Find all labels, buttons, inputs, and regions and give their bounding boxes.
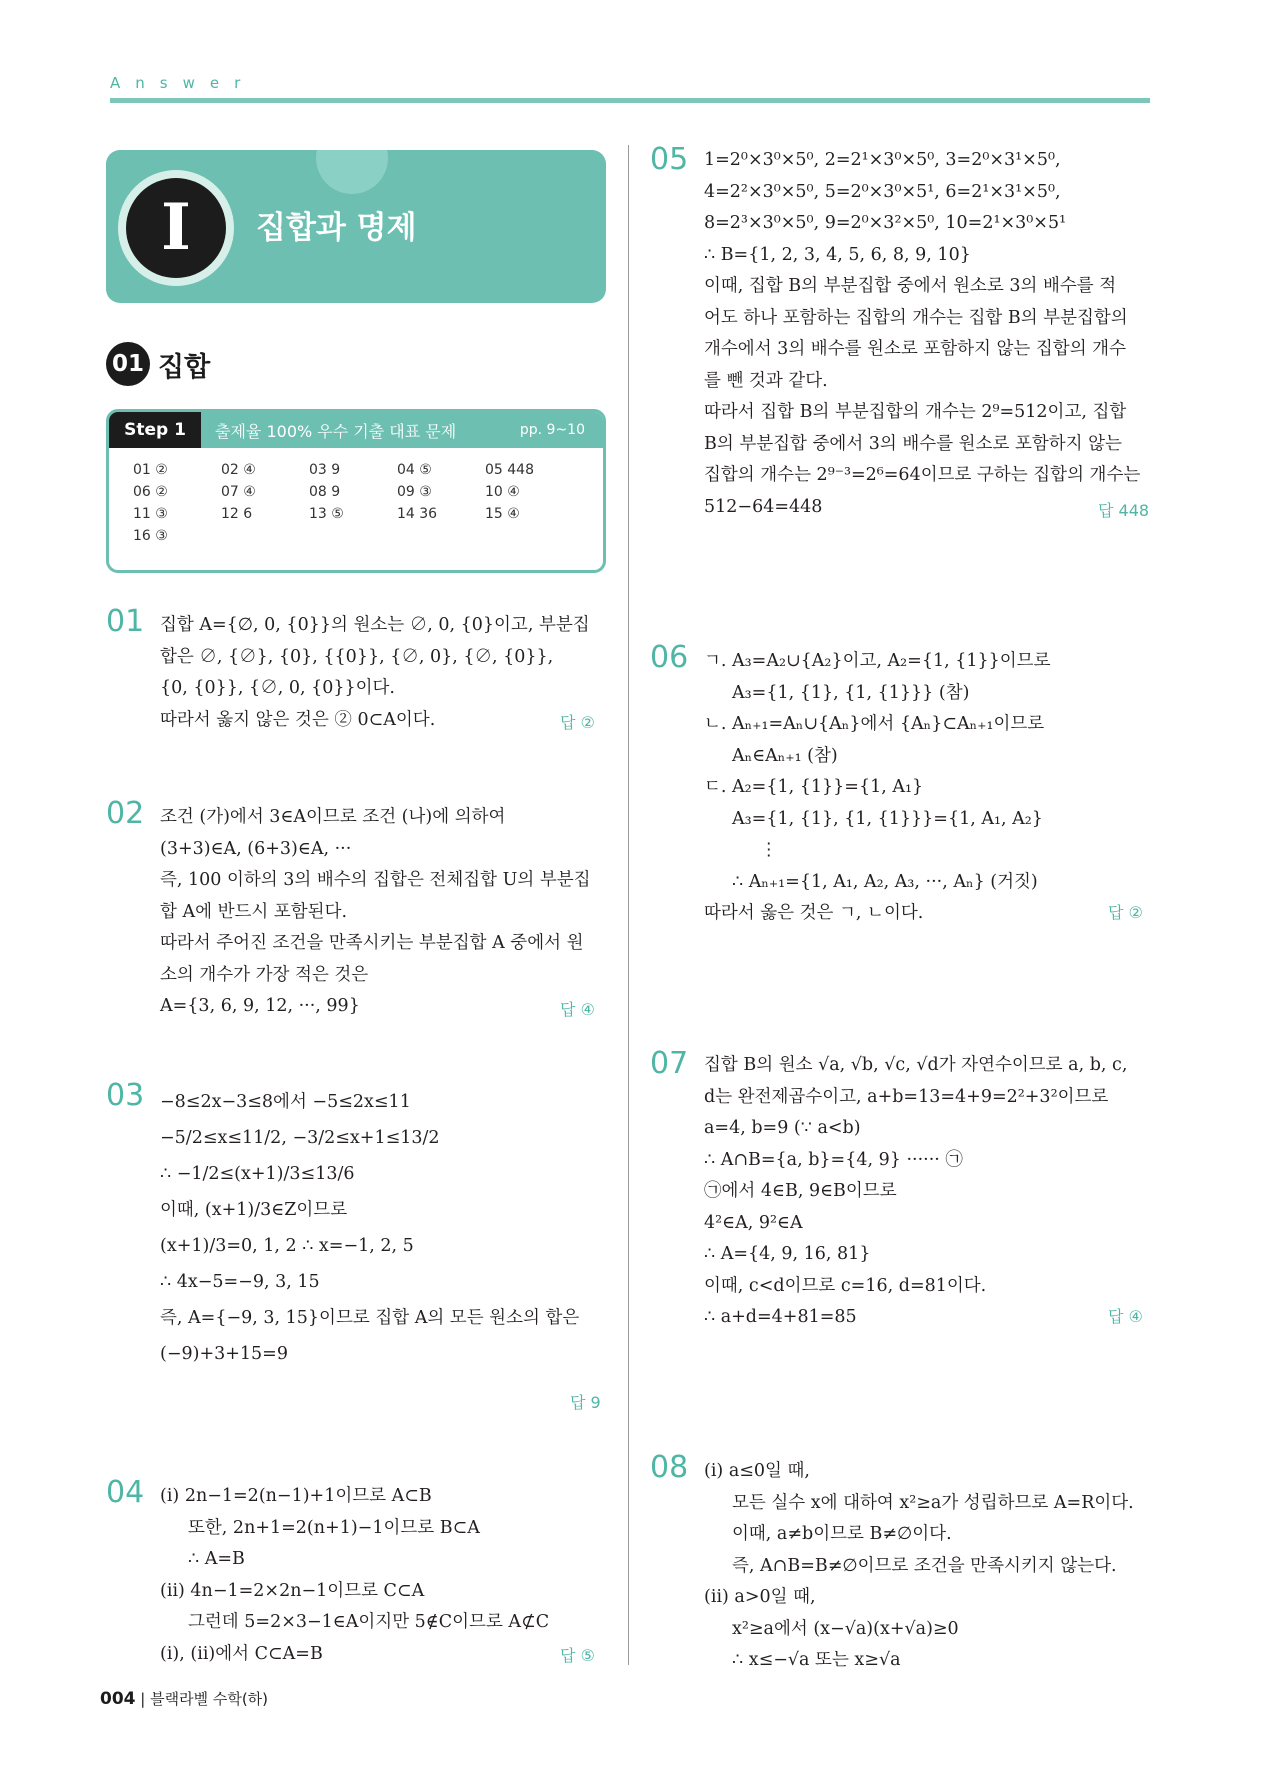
- step-description: 출제율 100% 우수 기출 대표 문제: [215, 421, 457, 441]
- solution-line: 이때, c<d이므로 c=16, d=81이다.: [704, 1275, 987, 1296]
- solution-line: (ⅰ) 2n−1=2(n−1)+1이므로 A⊂B: [160, 1486, 432, 1506]
- page-number: 004: [100, 1689, 136, 1709]
- problem-number: 05: [650, 142, 689, 177]
- solution-line: B의 부분집합 중에서 3의 배수를 원소로 포함하지 않는: [704, 433, 1122, 454]
- solution-line: ㄱ. A₃=A₂∪{A₂}이고, A₂={1, {1}}이므로: [704, 651, 1051, 671]
- answer-item: 02 ④: [221, 462, 256, 478]
- problem-solution: [160, 802, 591, 1023]
- book-title: 블랙라벨 수학(하): [150, 1690, 269, 1708]
- solution-line: 그런데 5=2×3−1∈A이지만 5∉C이므로 A⊄C: [188, 1612, 550, 1632]
- solution-line: −8≤2x−3≤8에서 −5≤2x≤11: [160, 1092, 411, 1112]
- answer-label: 답 ④: [1108, 1307, 1143, 1326]
- section-heading: [106, 340, 210, 388]
- solution-line: Aₙ∈Aₙ₊₁ (참): [732, 745, 838, 766]
- solution-line: (−9)+3+15=9: [160, 1344, 288, 1364]
- solution-line: 1=2⁰×3⁰×5⁰, 2=2¹×3⁰×5⁰, 3=2⁰×3¹×5⁰,: [704, 150, 1061, 170]
- solution-line: ∴ a+d=4+81=85: [704, 1307, 857, 1327]
- answer-item: 06 ②: [133, 484, 168, 500]
- step-box: [106, 409, 606, 573]
- column-divider: [628, 145, 629, 1665]
- solution-line: x²≥a에서 (x−√a)(x+√a)≥0: [732, 1618, 959, 1639]
- solution-line: 8=2³×3⁰×5⁰, 9=2⁰×3²×5⁰, 10=2¹×3⁰×5¹: [704, 213, 1067, 233]
- solution-line: d는 완전제곱수이고, a+b=13=4+9=2²+3²이므로: [704, 1086, 1109, 1107]
- answer-label: 답 ④: [560, 1000, 595, 1019]
- footer-separator: |: [140, 1690, 151, 1708]
- solution-line: a=4, b=9 (∵ a<b): [704, 1118, 861, 1138]
- solution-line: 조건 (가)에서 3∈A이므로 조건 (나)에 의하여: [160, 807, 506, 827]
- problem-number: 01: [106, 604, 145, 639]
- solution-line: 이때, 집합 B의 부분집합 중에서 원소로 3의 배수를 적: [704, 276, 1117, 296]
- solution-line: 4²∈A, 9²∈A: [704, 1212, 803, 1233]
- answer-item: 01 ②: [133, 462, 168, 478]
- problem-solution: [704, 1456, 1134, 1677]
- solution-line: ㉠에서 4∈B, 9∈B이므로: [704, 1181, 897, 1201]
- answer-item: 13 ⑤: [309, 506, 344, 522]
- problem-solution: [704, 646, 1050, 930]
- header-label: Answer: [110, 74, 256, 92]
- solution-line: 또한, 2n+1=2(n+1)−1이므로 B⊂A: [188, 1517, 480, 1538]
- answer-item: 09 ③: [397, 484, 432, 500]
- solution-line: (x+1)/3=0, 1, 2 ∴ x=−1, 2, 5: [160, 1236, 414, 1256]
- answer-item: 12 6: [221, 506, 253, 522]
- answer-label: 답 ②: [560, 713, 595, 732]
- solution-line: ∴ Aₙ₊₁={1, A₁, A₂, A₃, ···, Aₙ} (거짓): [732, 871, 1038, 892]
- solution-line: (ⅱ) a>0일 때,: [704, 1587, 816, 1607]
- solution-line: 따라서 옳은 것은 ㄱ, ㄴ이다.: [704, 903, 924, 923]
- solution-line: 따라서 집합 B의 부분집합의 개수는 2⁹=512이고, 집합: [704, 402, 1127, 422]
- solution-line: 개수에서 3의 배수를 원소로 포함하지 않는 집합의 개수: [704, 339, 1126, 359]
- problem-solution: [160, 1084, 579, 1372]
- answer-item: 08 9: [309, 484, 341, 500]
- solution-line: 모든 실수 x에 대하여 x²≥a가 성립하므로 A=R이다.: [732, 1492, 1134, 1513]
- banner-decoration: [316, 150, 388, 194]
- chapter-numeral: I: [126, 178, 226, 278]
- solution-line: ∴ x≤−√a 또는 x≥√a: [732, 1650, 901, 1670]
- answer-item: 14 36: [397, 506, 438, 522]
- problem-solution: [160, 610, 590, 736]
- solution-line: 이때, (x+1)/3∈Z이므로: [160, 1200, 348, 1220]
- solution-line: {0, {0}}, {∅, 0, {0}}이다.: [160, 678, 395, 698]
- solution-line: (ⅰ), (ⅱ)에서 C⊂A=B: [160, 1643, 323, 1664]
- solution-line: ∴ A=B: [188, 1549, 245, 1569]
- solution-line: 합 A에 반드시 포함된다.: [160, 901, 348, 922]
- header-rule: [110, 98, 1150, 103]
- solution-line: (3+3)∈A, (6+3)∈A, ···: [160, 838, 352, 859]
- solution-line: 즉, A={−9, 3, 15}이므로 집합 A의 모든 원소의 합은: [160, 1308, 580, 1328]
- answer-item: 05 448: [485, 462, 534, 478]
- step-pages: pp. 9~10: [519, 422, 585, 438]
- section-title: 집합: [158, 351, 211, 383]
- solution-line: ∴ 4x−5=−9, 3, 15: [160, 1272, 320, 1292]
- solution-line: 어도 하나 포함하는 집합의 개수는 집합 B의 부분집합의: [704, 307, 1128, 328]
- solution-line: ∴ A={4, 9, 16, 81}: [704, 1244, 871, 1264]
- answer-label: 답 ②: [1108, 903, 1143, 922]
- page-footer: [100, 1688, 268, 1709]
- solution-line: (ⅱ) 4n−1=2×2n−1이므로 C⊂A: [160, 1580, 425, 1601]
- answer-label: 답 448: [1098, 501, 1150, 520]
- step-bar: [109, 412, 603, 448]
- answer-grid: [133, 462, 573, 544]
- solution-line: 이때, a≠b이므로 B≠∅이다.: [732, 1524, 952, 1544]
- solution-line: 따라서 옳지 않은 것은 ② 0⊂A이다.: [160, 709, 436, 730]
- solution-line: 를 뺀 것과 같다.: [704, 370, 828, 391]
- solution-line: 512−64=448: [704, 496, 823, 517]
- solution-line: ㄷ. A₂={1, {1}}={1, A₁}: [704, 777, 924, 797]
- answer-label: 답 ⑤: [560, 1646, 595, 1665]
- solution-line: ∴ A∩B={a, b}={4, 9} ······ ㉠: [704, 1149, 963, 1170]
- solution-line: 집합 A={∅, 0, {0}}의 원소는 ∅, 0, {0}이고, 부분집: [160, 615, 590, 635]
- problem-number: 08: [650, 1450, 689, 1485]
- solution-line: −5/2≤x≤11/2, −3/2≤x+1≤13/2: [160, 1128, 440, 1148]
- answer-item: 10 ④: [485, 484, 520, 500]
- step-label: Step 1: [109, 412, 201, 448]
- solution-line: ∴ −1/2≤(x+1)/3≤13/6: [160, 1164, 355, 1184]
- solution-line: 집합 B의 원소 √a, √b, √c, √d가 자연수이므로 a, b, c,: [704, 1055, 1128, 1075]
- problem-number: 03: [106, 1078, 145, 1113]
- problem-solution: [704, 145, 1140, 523]
- problem-solution: [704, 1050, 1127, 1334]
- answer-item: 03 9: [309, 462, 341, 478]
- solution-line: 즉, 100 이하의 3의 배수의 집합은 전체집합 U의 부분집: [160, 870, 591, 890]
- answer-item: 15 ④: [485, 506, 520, 522]
- solution-line: 소의 개수가 가장 적은 것은: [160, 964, 369, 985]
- solution-line: A={3, 6, 9, 12, ···, 99}: [160, 996, 360, 1016]
- problem-solution: [160, 1481, 549, 1670]
- answer-item: 16 ③: [133, 528, 168, 544]
- solution-line: 집합의 개수는 2⁹⁻³=2⁶=64이므로 구하는 집합의 개수는: [704, 465, 1141, 485]
- solution-line: ∴ B={1, 2, 3, 4, 5, 6, 8, 9, 10}: [704, 244, 971, 265]
- chapter-banner: [106, 150, 606, 303]
- answer-item: 07 ④: [221, 484, 256, 500]
- solution-line: A₃={1, {1}, {1, {1}}} (참): [732, 682, 970, 703]
- solution-line: (ⅰ) a≤0일 때,: [704, 1461, 810, 1481]
- problem-number: 07: [650, 1046, 689, 1081]
- problem-number: 04: [106, 1475, 145, 1510]
- solution-line: 즉, A∩B=B≠∅이므로 조건을 만족시키지 않는다.: [732, 1555, 1117, 1576]
- solution-line: ㄴ. Aₙ₊₁=Aₙ∪{Aₙ}에서 {Aₙ}⊂Aₙ₊₁이므로: [704, 714, 1045, 734]
- section-number: 01: [106, 342, 150, 386]
- solution-line: 따라서 주어진 조건을 만족시키는 부분집합 A 중에서 원: [160, 933, 584, 953]
- solution-line: 4=2²×3⁰×5⁰, 5=2⁰×3⁰×5¹, 6=2¹×3¹×5⁰,: [704, 181, 1061, 202]
- solution-line: A₃={1, {1}, {1, {1}}}={1, A₁, A₂}: [732, 808, 1043, 829]
- answer-item: 11 ③: [133, 506, 168, 522]
- chapter-title: 집합과 명제: [256, 210, 417, 246]
- problem-number: 02: [106, 796, 145, 831]
- solution-line: ⋮: [760, 840, 778, 860]
- solution-line: 합은 ∅, {∅}, {0}, {{0}}, {∅, 0}, {∅, {0}},: [160, 646, 554, 667]
- answer-label: 답 9: [570, 1393, 601, 1412]
- answer-item: 04 ⑤: [397, 462, 432, 478]
- problem-number: 06: [650, 640, 689, 675]
